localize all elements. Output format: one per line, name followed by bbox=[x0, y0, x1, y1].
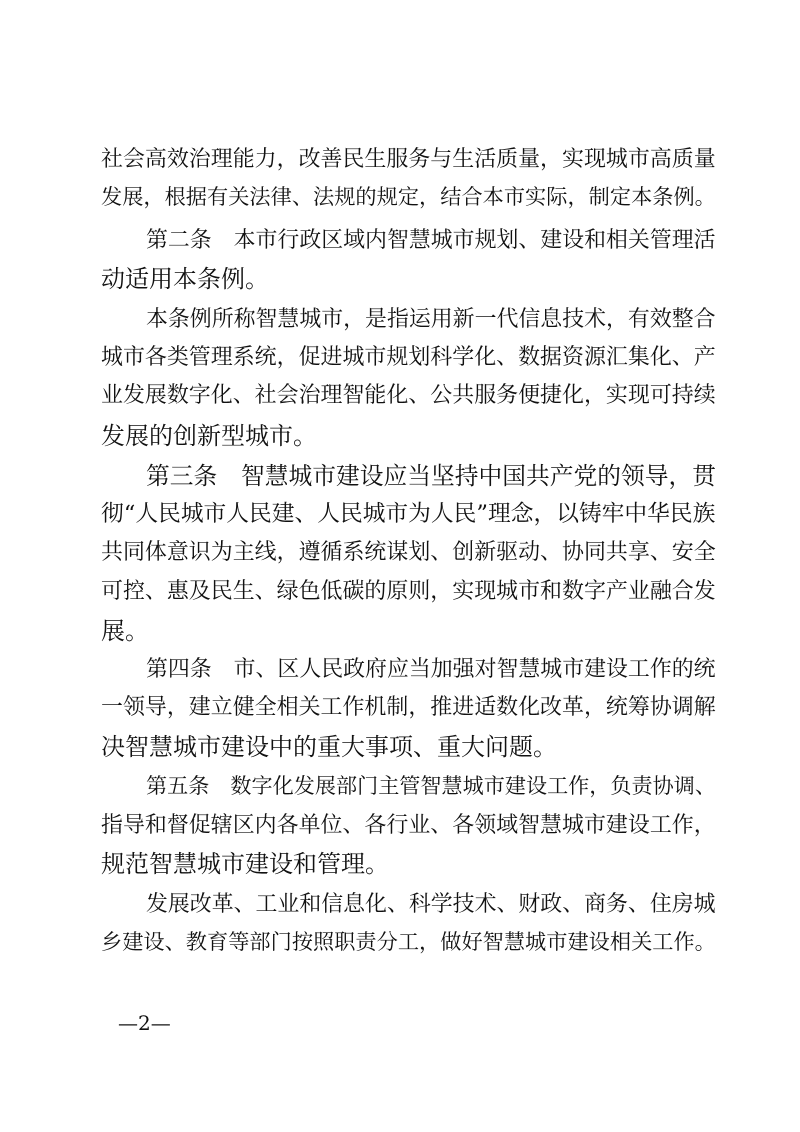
text-line: 城市各类管理系统，促进城市规划科学化、数据资源汇集化、产 bbox=[101, 345, 716, 370]
text-line: 决智慧城市建设中的重大事项、重大问题。 bbox=[101, 733, 557, 761]
text-line: 发展的创新型城市。 bbox=[101, 422, 317, 450]
text-line: 指导和督促辖区内各单位、各行业、各领域智慧城市建设工作， bbox=[101, 813, 716, 838]
text-line: 共同体意识为主线，遵循系统谋划、创新驱动、协同共享、安全 bbox=[101, 540, 716, 565]
text-line: 发展，根据有关法律、法规的规定，结合本市实际，制定本条例。 bbox=[101, 185, 716, 210]
text-line: 社会高效治理能力，改善民生服务与生活质量，实现城市高质量 bbox=[101, 147, 716, 172]
text-line: 可控、惠及民生、绿色低碳的原则，实现城市和数字产业融合发 bbox=[101, 579, 716, 604]
text-line: 一领导，建立健全相关工作机制，推进适数化改革，统筹协调解 bbox=[101, 695, 716, 720]
article-4-heading-line: 第四条 市、区人民政府应当加强对智慧城市建设工作的统 bbox=[146, 657, 716, 682]
text-line: 展。 bbox=[101, 617, 149, 645]
text-line: 规范智慧城市建设和管理。 bbox=[101, 850, 389, 878]
page-number: —2— bbox=[118, 1011, 171, 1035]
text-line: 乡建设、教育等部门按照职责分工，做好智慧城市建设相关工作。 bbox=[101, 930, 716, 955]
article-2-heading-line: 第二条 本市行政区域内智慧城市规划、建设和相关管理活 bbox=[146, 228, 716, 253]
paragraph-start-line: 本条例所称智慧城市，是指运用新一代信息技术，有效整合 bbox=[146, 307, 716, 332]
article-3-heading-line: 第三条 智慧城市建设应当坚持中国共产党的领导，贯 bbox=[146, 462, 717, 490]
text-line: 彻“人民城市人民建、人民城市为人民”理念，以铸牢中华民族 bbox=[101, 501, 716, 527]
text-line: 业发展数字化、社会治理智能化、公共服务便捷化，实现可持续 bbox=[101, 383, 716, 408]
paragraph-start-line: 发展改革、工业和信息化、科学技术、财政、商务、住房城 bbox=[146, 892, 716, 917]
article-5-heading-line: 第五条 数字化发展部门主管智慧城市建设工作，负责协调、 bbox=[146, 773, 716, 798]
text-line: 动适用本条例。 bbox=[101, 265, 269, 293]
